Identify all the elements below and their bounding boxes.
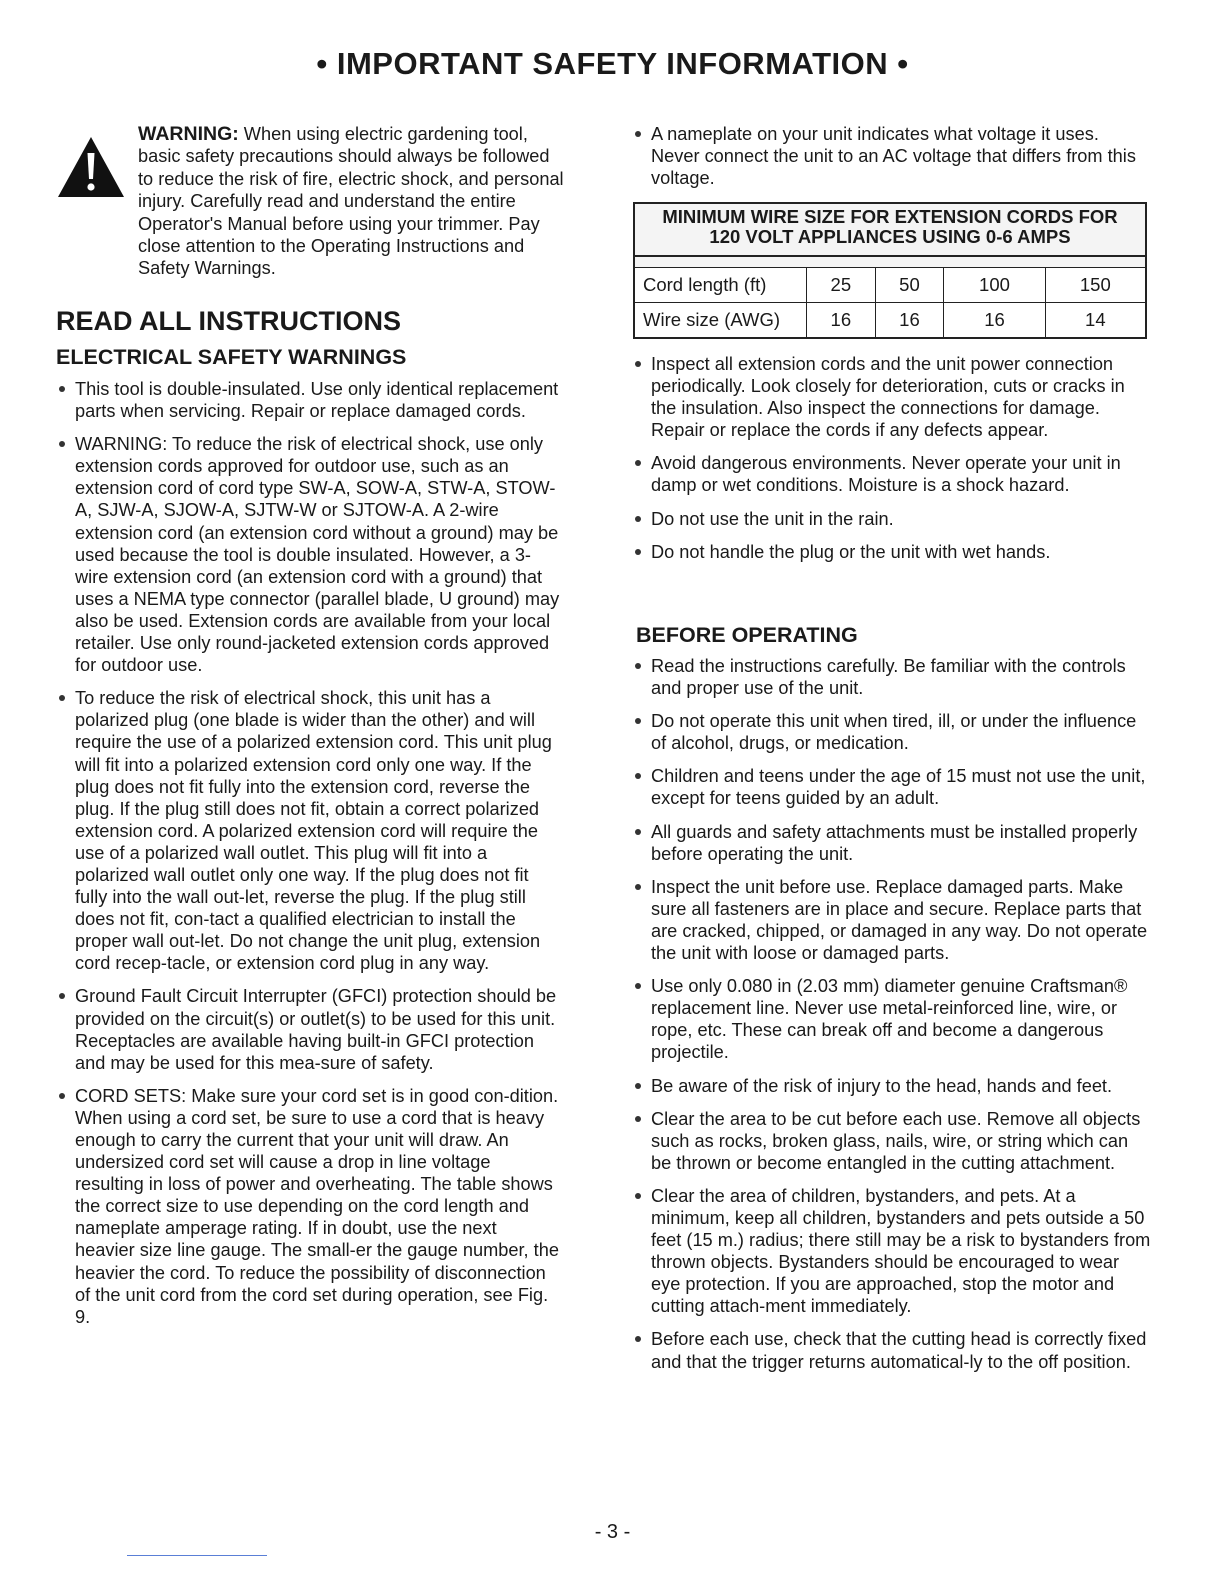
warning-body: When using electric gardening tool, basic safety precautions should always be followed to reduce the risk of fire, electric shock, and personal injury. Carefully read and understand the entire Operator's Manual before using your trimmer. Pay close attention to the Operating Instructions and Safety Warnings.: [138, 124, 564, 279]
table-cell: 25: [807, 268, 876, 303]
wire-table-header-line2: 120 VOLT APPLIANCES USING 0-6 AMPS: [709, 226, 1071, 247]
table-row: [635, 268, 1145, 303]
before-operating-list: [632, 655, 1152, 1384]
table-cell: 100: [944, 268, 1045, 303]
warning-block: [56, 123, 568, 283]
warning-triangle-icon: [56, 135, 126, 199]
wire-size-table: [633, 202, 1147, 339]
cord-safety-list: [632, 353, 1152, 574]
warning-text: [138, 123, 568, 280]
nameplate-list: [632, 123, 1152, 200]
list-item: Be aware of the risk of injury to the head, hands and feet.: [632, 1075, 1152, 1097]
list-item: Inspect all extension cords and the unit power connection periodically. Look closely for deterioration, cuts or cracks in the insulation. Also inspect the connections for damage. Repair or replace the cords if any defects appear.: [632, 353, 1152, 441]
list-item: WARNING: To reduce the risk of electrical shock, use only extension cords approved for outdoor use, such as an extension cord of cord type SW-A, SOW-A, STW-A, STOW-A, SJW-A, SJOW-A, SJTW-W or SJTOW-A. A 2-wire extension cord (an extension cord without a ground) may be used because the tool is double insulated. However, a 3-wire extension cord (an extension cord with a ground) that uses a NEMA type connector (parallel blade, U ground) may also be used. Extension cords are available from your local retailer. Use only round-jacketed extension cords approved for outdoor use.: [56, 433, 561, 676]
table-cell: 16: [807, 303, 876, 338]
electrical-list: [56, 378, 561, 1339]
read-all-heading: READ ALL INSTRUCTIONS: [56, 306, 402, 336]
footer-link-underline: [127, 1555, 267, 1556]
list-item: Do not use the unit in the rain.: [632, 508, 1152, 530]
list-item: A nameplate on your unit indicates what voltage it uses. Never connect the unit to an AC voltage that differs from this voltage.: [632, 123, 1152, 189]
wire-table-grid: [635, 268, 1145, 337]
before-operating-heading: BEFORE OPERATING: [636, 623, 858, 647]
table-cell: 16: [875, 303, 944, 338]
list-item: Avoid dangerous environments. Never operate your unit in damp or wet conditions. Moisture is a shock hazard.: [632, 452, 1152, 496]
list-item: Use only 0.080 in (2.03 mm) diameter genuine Craftsman® replacement line. Never use metal-reinforced line, wire, or rope, etc. These can break off and become a dangerous projectile.: [632, 975, 1152, 1063]
list-item: To reduce the risk of electrical shock, this unit has a polarized plug (one blade is wider than the other) and will require the use of a polarized extension cord. This unit plug will fit into a polarized extension cord only one way. If the plug does not fit fully into the extension cord, reverse the plug. If the plug still does not fit, obtain a correct polarized extension cord. A polarized extension cord will require the use of a polarized wall outlet. This plug will fit into a polarized wall outlet only one way. If the plug does not fit fully into the wall out-let, reverse the plug. If the plug still does not fit, con-tact a qualified electrician to install the proper wall out-let. Do not change the unit plug, extension cord recep-tacle, or extension cord plug in any way.: [56, 687, 561, 974]
table-cell: 150: [1045, 268, 1145, 303]
list-item: All guards and safety attachments must be installed properly before operating the unit.: [632, 821, 1152, 865]
list-item: Before each use, check that the cutting head is correctly fixed and that the trigger returns automatical-ly to the off position.: [632, 1328, 1152, 1372]
list-item: Children and teens under the age of 15 must not use the unit, except for teens guided by an adult.: [632, 765, 1152, 809]
table-row: [635, 303, 1145, 338]
wire-table-header-line1: MINIMUM WIRE SIZE FOR EXTENSION CORDS FOR: [662, 206, 1118, 227]
wire-table-spacer: [635, 257, 1145, 268]
table-cell: Wire size (AWG): [635, 303, 807, 338]
list-item: Do not handle the plug or the unit with wet hands.: [632, 541, 1152, 563]
list-item: Clear the area to be cut before each use. Remove all objects such as rocks, broken glass, nails, wire, or string which can be thrown or become entangled in the cutting attachment.: [632, 1108, 1152, 1174]
warning-label: WARNING:: [138, 123, 239, 145]
table-cell: 16: [944, 303, 1045, 338]
table-cell: Cord length (ft): [635, 268, 807, 303]
list-item: CORD SETS: Make sure your cord set is in good con-dition. When using a cord set, be sure to use a cord that is heavy enough to carry the current that your unit will draw. An undersized cord set will cause a drop in line voltage resulting in loss of power and overheating. The table shows the correct size to use depending on the cord length and nameplate amperage rating. If in doubt, use the next heavier size line gauge. The small-er the gauge number, the heavier the cord. To reduce the possibility of disconnection of the unit cord from the cord set during operation, see Fig. 9.: [56, 1085, 561, 1328]
list-item: Inspect the unit before use. Replace damaged parts. Make sure all fasteners are in place and secure. Replace parts that are cracked, chipped, or damaged in any way. Do not operate the unit with loose or damaged parts.: [632, 876, 1152, 964]
table-cell: 14: [1045, 303, 1145, 338]
wire-table-header: [635, 204, 1145, 257]
list-item: Do not operate this unit when tired, ill, or under the influence of alcohol, drugs, or medication.: [632, 710, 1152, 754]
table-cell: 50: [875, 268, 944, 303]
list-item: Ground Fault Circuit Interrupter (GFCI) protection should be provided on the circuit(s) or outlet(s) to be used for this unit. Receptacles are available having built-in GFCI protection and may be used for this mea-sure of safety.: [56, 985, 561, 1073]
list-item: This tool is double-insulated. Use only identical replacement parts when servicing. Repair or replace damaged cords.: [56, 378, 561, 422]
page-number: - 3 -: [594, 1521, 631, 1543]
electrical-heading: ELECTRICAL SAFETY WARNINGS: [56, 345, 407, 369]
page-title: • IMPORTANT SAFETY INFORMATION •: [316, 46, 909, 81]
list-item: Read the instructions carefully. Be familiar with the controls and proper use of the unit.: [632, 655, 1152, 699]
list-item: Clear the area of children, bystanders, and pets. At a minimum, keep all children, bystanders and pets outside a 50 feet (15 m.) radius; there still may be a risk to bystanders from thrown objects. Bystanders should be encouraged to wear eye protection. If you are approached, stop the motor and cutting attach-ment immediately.: [632, 1185, 1152, 1318]
